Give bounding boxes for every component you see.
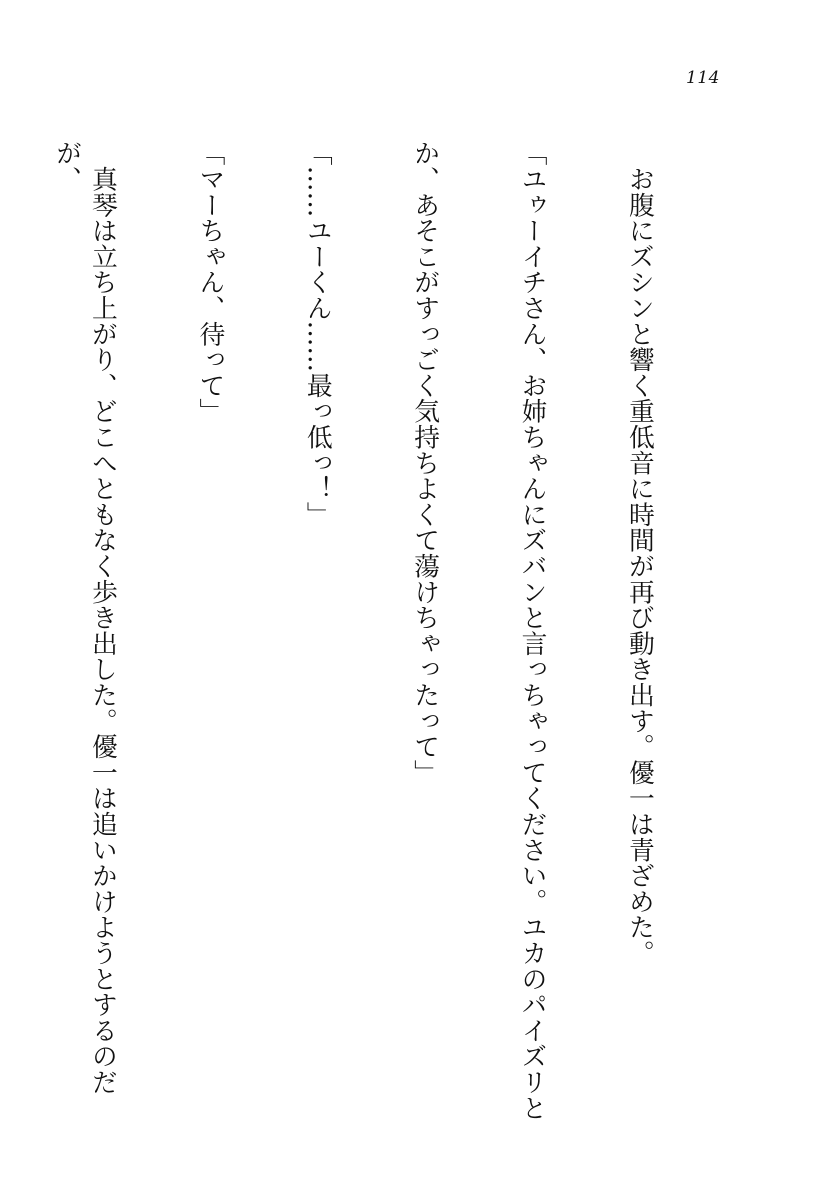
body-text	[51, 140, 728, 1140]
text-line: 「ユゥーイチさん、お姉ちゃんにズバンと言っちゃってください。ユカのパイズリと	[517, 140, 548, 1121]
text-line: か、あそこがすっごく気持ちよくて蕩けちゃったって」	[409, 140, 440, 785]
text-line: お腹にズシンと響く重低音に時間が再び動き出す。優一は青ざめた。	[624, 140, 655, 966]
text-line: 「マーちゃん、待って」	[194, 140, 225, 424]
page-number: 114	[686, 68, 720, 88]
text-line: 真琴は立ち上がり、どこへともなく歩き出した。優一は追いかけようとするのだが、	[51, 140, 118, 1095]
text-line: 「……ユーくん……最っ低っ！」	[302, 140, 333, 527]
